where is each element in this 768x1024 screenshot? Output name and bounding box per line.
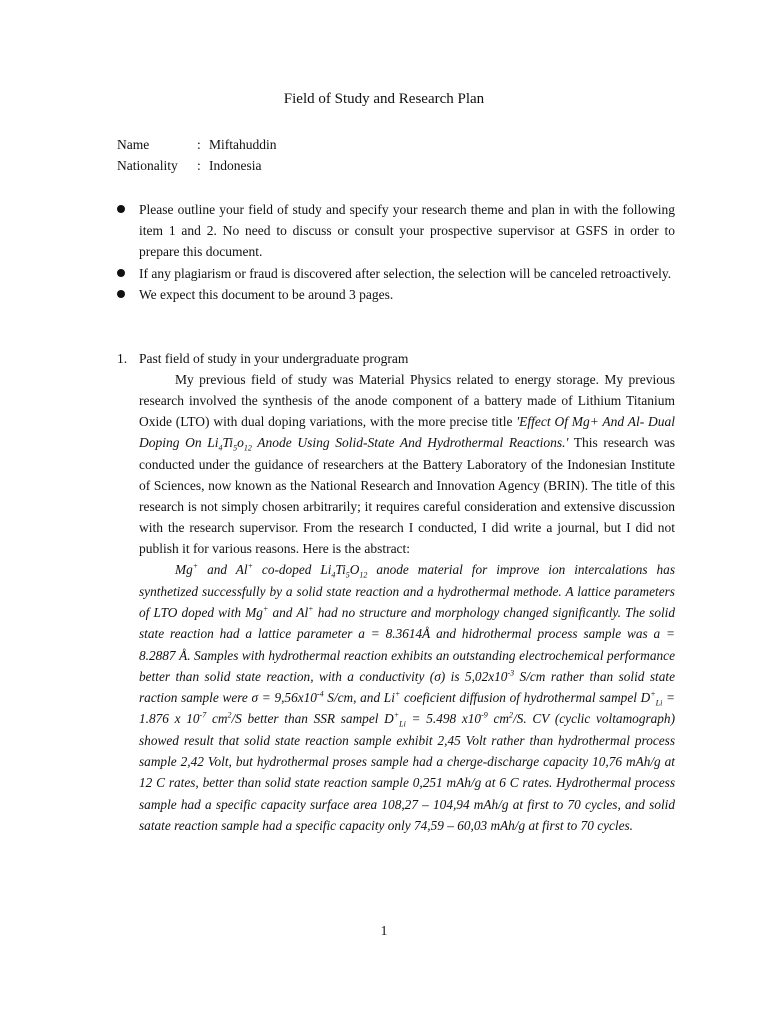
- superscript: 2: [508, 711, 513, 721]
- paragraph-text: This research was conducted under the guidance of researchers at the Battery Laboratory of the Indonesian Institute of Sciences, now known as the National Research and Innovation Agency (BRIN). The title of this research is not simply chosen arbitrarily; it requires careful consideration and extensive discussion with the research supervisor. From the research I conducted, I did write a journal, but I did not publish it for various reasons. Here is the abstract:: [139, 435, 676, 557]
- abstract-text: co-doped Li: [252, 562, 332, 578]
- superscript: +: [394, 689, 401, 699]
- superscript: -3: [507, 668, 515, 678]
- abstract-text: = 5.498 x10: [405, 711, 482, 727]
- instruction-text: Please outline your field of study and specify your research theme and plan in with the following item 1 and 2. No need to discuss or consult your prospective supervisor at GSFS in order to prepare this document.: [139, 202, 675, 260]
- abstract-text: anode material for improve ion intercalations has synthetized successfully by a solid state reaction and a hydrothermal methode. A lattice parameters of LTO doped with Mg: [139, 562, 675, 620]
- name-value: Miftahuddin: [209, 137, 277, 152]
- abstract-text: and Al: [268, 605, 309, 620]
- instruction-list: [117, 199, 675, 305]
- superscript: +: [247, 561, 253, 571]
- superscript: 2: [227, 711, 232, 721]
- subscript: 4: [331, 571, 336, 581]
- section-title: Past field of study in your undergraduate program: [139, 351, 409, 366]
- abstract-text: O: [349, 562, 360, 578]
- section-number: 1.: [117, 351, 128, 366]
- body-paragraph: [139, 369, 675, 559]
- abstract-text: had no structure and morphology changed significantly. The solid state reaction had a lattice parameter a = 8.3614Å and hidrothermal process sample was a = 8.2887 Å. Samples with hydrothermal reaction exhibits an outstanding electrochemical performance better than solid state reaction, with a conductivity (σ) is 5,02x10: [139, 605, 675, 684]
- paragraph-text: My previous field of study was Material Physics related to energy storage. My previous research involved the synthesis of the anode component of a battery made of Lithium Titanium Oxide (LTO) with dual doping variations, with the more precise title: [139, 372, 675, 430]
- page-title: Field of Study and Research Plan: [283, 91, 485, 107]
- superscript: -9: [481, 711, 488, 721]
- abstract-text: = 1.876 x 10: [139, 690, 675, 727]
- bullet-icon: [117, 290, 125, 298]
- abstract-text: S/cm rather than solid state raction sample were σ = 9,56x10: [139, 668, 676, 706]
- name-label: Name: [117, 137, 150, 152]
- section-1: [117, 348, 675, 836]
- research-title-text: 'Effect Of Mg+ And Al- Dual Doping On Li: [139, 414, 675, 451]
- research-title-text: Ti: [222, 435, 234, 451]
- abstract-text: Ti: [335, 562, 346, 578]
- instruction-item: [117, 199, 675, 263]
- subscript: Li: [399, 720, 406, 730]
- nationality-colon: :: [197, 158, 201, 173]
- nationality-row: [117, 155, 261, 176]
- section-heading: [117, 348, 675, 369]
- name-row: [117, 134, 277, 155]
- instruction-item: [117, 263, 675, 284]
- abstract-text: cm: [487, 711, 509, 727]
- nationality-value: Indonesia: [209, 158, 262, 173]
- instruction-text: We expect this document to be around 3 pages.: [139, 286, 394, 302]
- abstract-text: and Al: [198, 562, 248, 578]
- superscript: -4: [316, 689, 324, 699]
- abstract-text: /S. CV (cyclic voltamograph) showed result that solid state reaction sample exhibit 2,45 Volt rather than hydrothermal process sample 2,42 Volt, but hydrothermal proses sample had a cherge-discharge capacity 10,76 mAh/g at 12 C rates, better than solid state reaction sample 0,251 mAh/g at 6 C rates. Hydrothermal process sample had a specific capacity surface area 108,27 – 104,94 mAh/g at first to 70 cycles, and solid satate reaction sample had a specific capacity only 74,59 – 60,03 mAh/g at first to 70 cycles.: [139, 711, 676, 833]
- superscript: +: [393, 711, 400, 721]
- superscript: +: [192, 561, 199, 571]
- subscript: 5: [345, 571, 350, 581]
- bullet-icon: [117, 269, 125, 277]
- subscript: Li: [655, 698, 663, 708]
- superscript: +: [650, 689, 656, 699]
- superscript: -7: [199, 711, 207, 721]
- superscript: +: [308, 604, 314, 614]
- name-colon: :: [197, 137, 201, 152]
- abstract-text: S/cm, and Li: [323, 690, 395, 706]
- abstract-paragraph: [139, 559, 675, 836]
- superscript: +: [262, 604, 269, 614]
- research-title-text: Anode Using Solid-State And Hydrothermal Reactions.': [251, 435, 569, 451]
- page-number: 1: [380, 923, 388, 938]
- subscript: 4: [218, 444, 223, 454]
- abstract-text: cm: [206, 711, 228, 727]
- abstract-text: coeficient diffusion of hydrothermal sampel D: [400, 690, 651, 706]
- nationality-label: Nationality: [117, 158, 178, 173]
- bullet-icon: [117, 205, 125, 213]
- subscript: 12: [359, 571, 368, 581]
- subscript: 5: [233, 444, 238, 454]
- subscript: 12: [243, 444, 252, 454]
- instruction-item: [117, 284, 675, 305]
- abstract-text: Mg: [175, 562, 193, 578]
- abstract-text: /S better than SSR sampel D: [231, 711, 394, 727]
- research-title-text: o: [237, 435, 244, 451]
- instruction-text: If any plagiarism or fraud is discovered after selection, the selection will be canceled retroactively.: [139, 265, 672, 281]
